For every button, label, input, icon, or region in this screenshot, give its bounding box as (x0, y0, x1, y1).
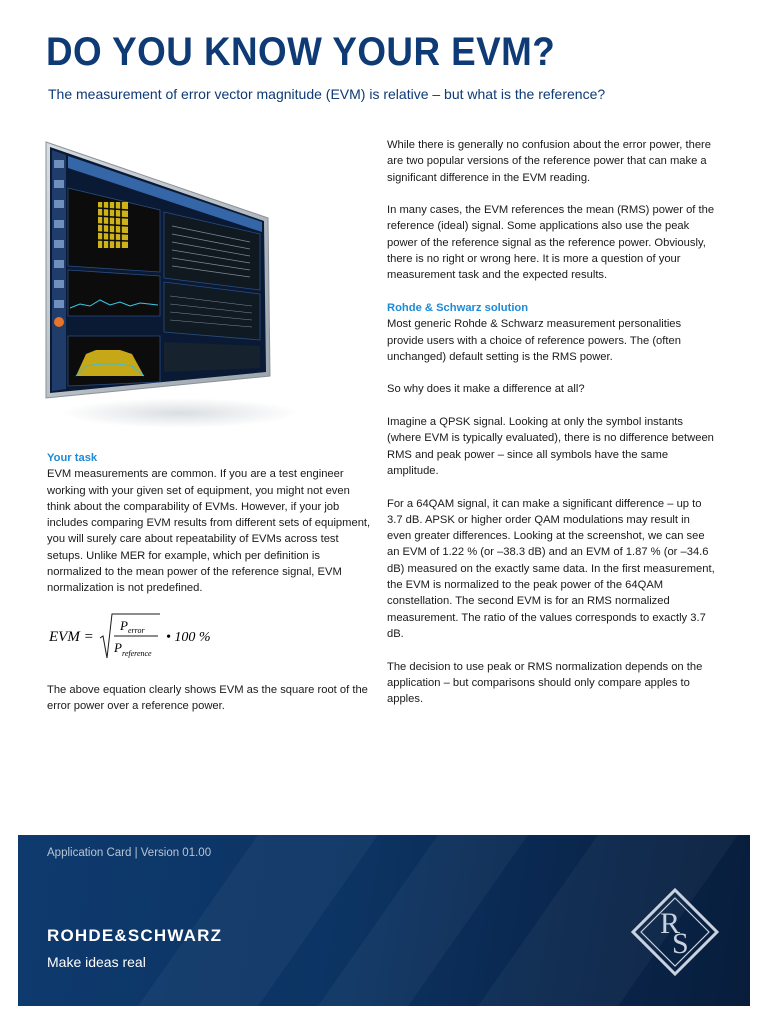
equation-denominator: P (114, 640, 122, 655)
right-paragraph-6: For a 64QAM signal, it can make a significant difference – up to 3.7 dB. APSK or higher order QAM modulations may result in even greater differences. Looking at the screenshot, we can see an EVM of 1.22 % (or –38.3 dB) and an EVM of 1.87 % (or –34.6 dB) measured on the exactly same data. In the first measurement, the EVM is normalized to the peak power of the 64QAM constellation. The second EVM is for an RMS normalized measurement. The ratio of the values corresponds to exactly 3.7 dB. (387, 497, 715, 640)
svg-text:S: S (672, 927, 689, 960)
analyzer-screenshot (40, 140, 280, 400)
solution-heading: Rohde & Schwarz solution (387, 301, 529, 314)
right-paragraph-5: Imagine a QPSK signal. Looking at only the symbol instants (where EVM is typically evaluated), there is no difference between RMS and peak power – since all symbols have the same amplitude. (387, 416, 714, 477)
equation-lhs: EVM = (49, 629, 94, 645)
page-title: DO YOU KNOW YOUR EVM? (46, 30, 556, 74)
equation-numerator-sub: error (128, 626, 145, 635)
footer-band (18, 835, 750, 1006)
brand-tagline: Make ideas real (47, 954, 146, 970)
page-subtitle: The measurement of error vector magnitude (EVM) is relative – but what is the reference? (48, 86, 606, 102)
screenshot-shadow (60, 398, 300, 428)
left-column (47, 450, 372, 613)
right-paragraph-2: In many cases, the EVM references the mean (RMS) power of the reference (ideal) signal. Some applications also use the peak power of the reference signal as the reference power. Obviously, there is no right or wrong here. It is more a question of your measurement task and the expected results. (387, 204, 715, 282)
rs-logo-icon (630, 887, 720, 977)
svg-text:R: R (660, 907, 681, 940)
evm-equation (48, 608, 248, 664)
right-paragraph-4: So why does it make a difference at all? (387, 383, 585, 396)
application-card-version: Application Card | Version 01.00 (47, 847, 212, 859)
right-paragraph-1: While there is generally no confusion about the error power, there are two popular versions of the reference power that can make a significant difference in the EVM reading. (387, 139, 711, 184)
your-task-paragraph: EVM measurements are common. If you are a test engineer working with your given set of equipment, you might not even think about the comparability of EVMs. However, if your job includes comparing EVM results from different sets of equipment, you will surely care about repeatability of EVMs across test setups. Unlike MER for example, which per definition is normalized to the mean power of the reference signal, EVM normalization is not predefined. (47, 468, 371, 595)
equation-factor: • 100 % (166, 630, 211, 645)
right-paragraph-7: The decision to use peak or RMS normalization depends on the application – but comparisons should only compare apples to apples. (387, 660, 703, 706)
brand-wordmark: ROHDE&SCHWARZ (47, 926, 223, 945)
equation-denominator-sub: reference (122, 649, 152, 658)
right-column (387, 137, 717, 724)
your-task-heading: Your task (47, 452, 98, 464)
equation-explanation: The above equation clearly shows EVM as the square root of the error power over a reference power. (47, 684, 368, 713)
equation-numerator: P (120, 618, 128, 633)
right-paragraph-3: Most generic Rohde & Schwarz measurement personalities provide users with a choice of reference powers. The (often unchanged) default setting is the RMS power. (387, 318, 682, 363)
